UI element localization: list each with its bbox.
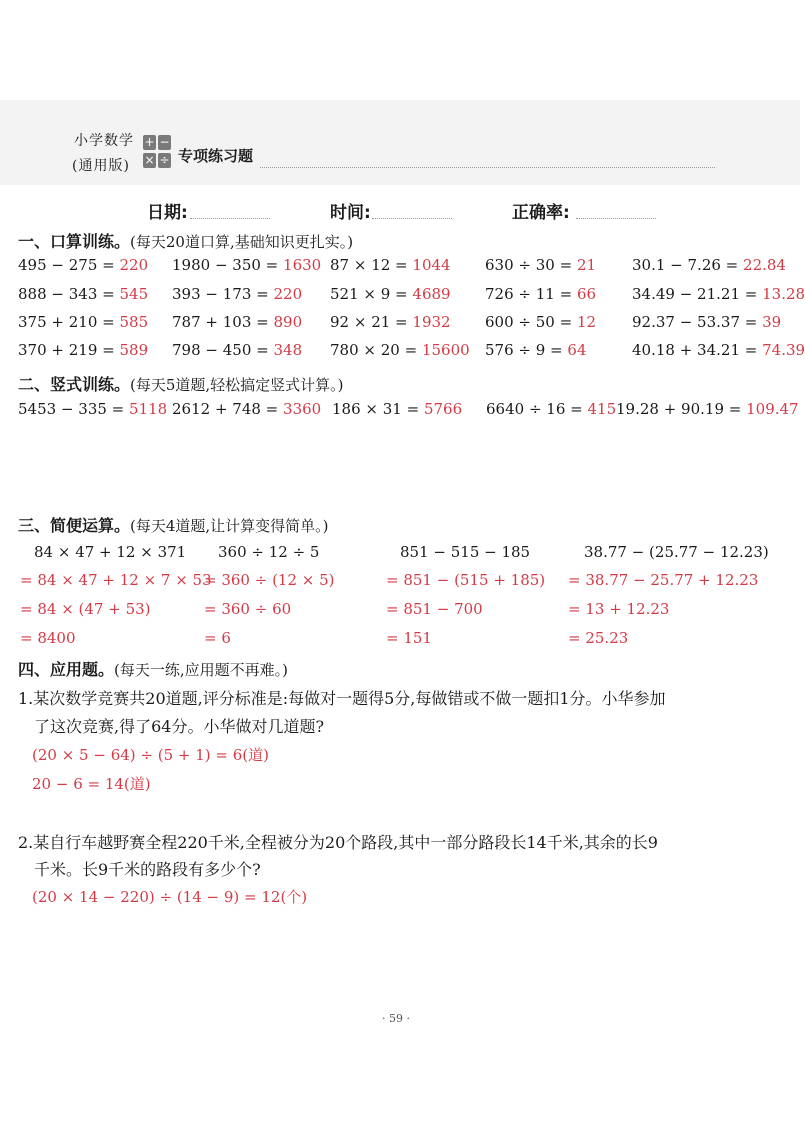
mental-math-item: 600 ÷ 50 = 12 bbox=[485, 313, 597, 331]
mental-math-item: 726 ÷ 11 = 66 bbox=[485, 285, 597, 303]
brand-line1: 小学数学 bbox=[74, 133, 134, 149]
mental-math-item: 521 × 9 = 4689 bbox=[330, 285, 451, 303]
column-calc-item: 19.28 + 90.19 = 109.47 bbox=[616, 400, 799, 418]
mental-math-item: 40.18 + 34.21 = 74.39 bbox=[632, 341, 805, 359]
simplify-step: = 84 × 47 + 12 × 7 × 53 bbox=[20, 571, 212, 589]
simplify-step: = 84 × (47 + 53) bbox=[20, 600, 151, 618]
column-calc-item: 2612 + 748 = 3360 bbox=[172, 400, 322, 418]
simplify-step: = 38.77 − 25.77 + 12.23 bbox=[568, 571, 759, 589]
mental-math-item: 393 − 173 = 220 bbox=[172, 285, 303, 303]
time-label: 时间: bbox=[330, 203, 371, 223]
page-number: · 59 · bbox=[382, 1012, 410, 1025]
operator-icons bbox=[143, 135, 173, 171]
mental-math-item: 92.37 − 53.37 = 39 bbox=[632, 313, 782, 331]
simplify-step: = 6 bbox=[204, 629, 231, 647]
time-field[interactable] bbox=[372, 218, 452, 219]
mental-math-item: 798 − 450 = 348 bbox=[172, 341, 303, 359]
word-problem-1-line2: 了这次竞赛,得了64分。小华做对几道题? bbox=[34, 717, 325, 736]
simplify-problem: 360 ÷ 12 ÷ 5 bbox=[218, 543, 320, 561]
section3-title bbox=[18, 513, 329, 536]
mental-math-item: 576 ÷ 9 = 64 bbox=[485, 341, 587, 359]
mental-math-item: 787 + 103 = 890 bbox=[172, 313, 303, 331]
section4-title bbox=[18, 657, 288, 680]
section4-note: (每天一练,应用题不再难。) bbox=[114, 661, 288, 679]
brand-line2: (通用版) bbox=[72, 158, 130, 174]
mental-math-item: 1980 − 350 = 1630 bbox=[172, 256, 322, 274]
mental-math-item: 888 − 343 = 545 bbox=[18, 285, 149, 303]
simplify-step: = 360 ÷ (12 × 5) bbox=[204, 571, 335, 589]
word-problem-1-answer: 20 − 6 = 14(道) bbox=[32, 775, 151, 793]
section2-note: (每天5道题,轻松搞定竖式计算。) bbox=[130, 376, 344, 394]
minus-icon: − bbox=[159, 135, 170, 149]
mental-math-item: 30.1 − 7.26 = 22.84 bbox=[632, 256, 786, 274]
mental-math-item: 780 × 20 = 15600 bbox=[330, 341, 470, 359]
simplify-problem: 84 × 47 + 12 × 371 bbox=[34, 543, 187, 561]
word-problem-1-line1: 1.某次数学竞赛共20道题,评分标准是:每做对一题得5分,每做错或不做一题扣1分。小华参加 bbox=[18, 689, 666, 708]
times-icon: × bbox=[144, 153, 155, 167]
simplify-problem: 851 − 515 − 185 bbox=[400, 543, 531, 561]
section1-title bbox=[18, 229, 353, 252]
mental-math-item: 375 + 210 = 585 bbox=[18, 313, 149, 331]
section2-title bbox=[18, 372, 344, 395]
section1-heading: 一、口算训练。 bbox=[18, 232, 131, 251]
simplify-step: = 851 − 700 bbox=[386, 600, 483, 618]
divide-icon: ÷ bbox=[159, 153, 170, 167]
plus-icon: + bbox=[144, 135, 155, 149]
mental-math-item: 92 × 21 = 1932 bbox=[330, 313, 451, 331]
simplify-step: = 851 − (515 + 185) bbox=[386, 571, 546, 589]
page-top-margin bbox=[0, 0, 800, 100]
word-problem-2-line2: 千米。长9千米的路段有多少个? bbox=[34, 860, 261, 879]
mental-math-item: 87 × 12 = 1044 bbox=[330, 256, 451, 274]
column-calc-item: 6640 ÷ 16 = 415 bbox=[486, 400, 617, 418]
date-label: 日期: bbox=[147, 203, 188, 223]
simplify-step: = 151 bbox=[386, 629, 432, 647]
simplify-step: = 13 + 12.23 bbox=[568, 600, 670, 618]
word-problem-2-answer: (20 × 14 − 220) ÷ (14 − 9) = 12(个) bbox=[32, 888, 308, 906]
accuracy-label: 正确率: bbox=[512, 203, 570, 223]
section2-heading: 二、竖式训练。 bbox=[18, 375, 131, 394]
title-divider bbox=[260, 167, 715, 168]
mental-math-item: 495 − 275 = 220 bbox=[18, 256, 149, 274]
simplify-problem: 38.77 − (25.77 − 12.23) bbox=[584, 543, 769, 561]
accuracy-field[interactable] bbox=[576, 218, 656, 219]
section1-note: (每天20道口算,基础知识更扎实。) bbox=[130, 233, 354, 251]
section3-heading: 三、简便运算。 bbox=[18, 516, 131, 535]
column-calc-item: 5453 − 335 = 5118 bbox=[18, 400, 168, 418]
mental-math-item: 34.49 − 21.21 = 13.28 bbox=[632, 285, 805, 303]
mental-math-item: 370 + 219 = 589 bbox=[18, 341, 149, 359]
mental-math-item: 630 ÷ 30 = 21 bbox=[485, 256, 597, 274]
section3-note: (每天4道题,让计算变得简单。) bbox=[130, 517, 329, 535]
date-field[interactable] bbox=[190, 218, 270, 219]
simplify-step: = 25.23 bbox=[568, 629, 629, 647]
word-problem-1-answer: (20 × 5 − 64) ÷ (5 + 1) = 6(道) bbox=[32, 746, 269, 764]
simplify-step: = 8400 bbox=[20, 629, 76, 647]
page-title: 专项练习题 bbox=[178, 147, 254, 165]
column-calc-item: 186 × 31 = 5766 bbox=[332, 400, 463, 418]
word-problem-2-line1: 2.某自行车越野赛全程220千米,全程被分为20个路段,其中一部分路段长14千米,其余的长9 bbox=[18, 833, 658, 852]
simplify-step: = 360 ÷ 60 bbox=[204, 600, 292, 618]
section4-heading: 四、应用题。 bbox=[18, 660, 115, 679]
